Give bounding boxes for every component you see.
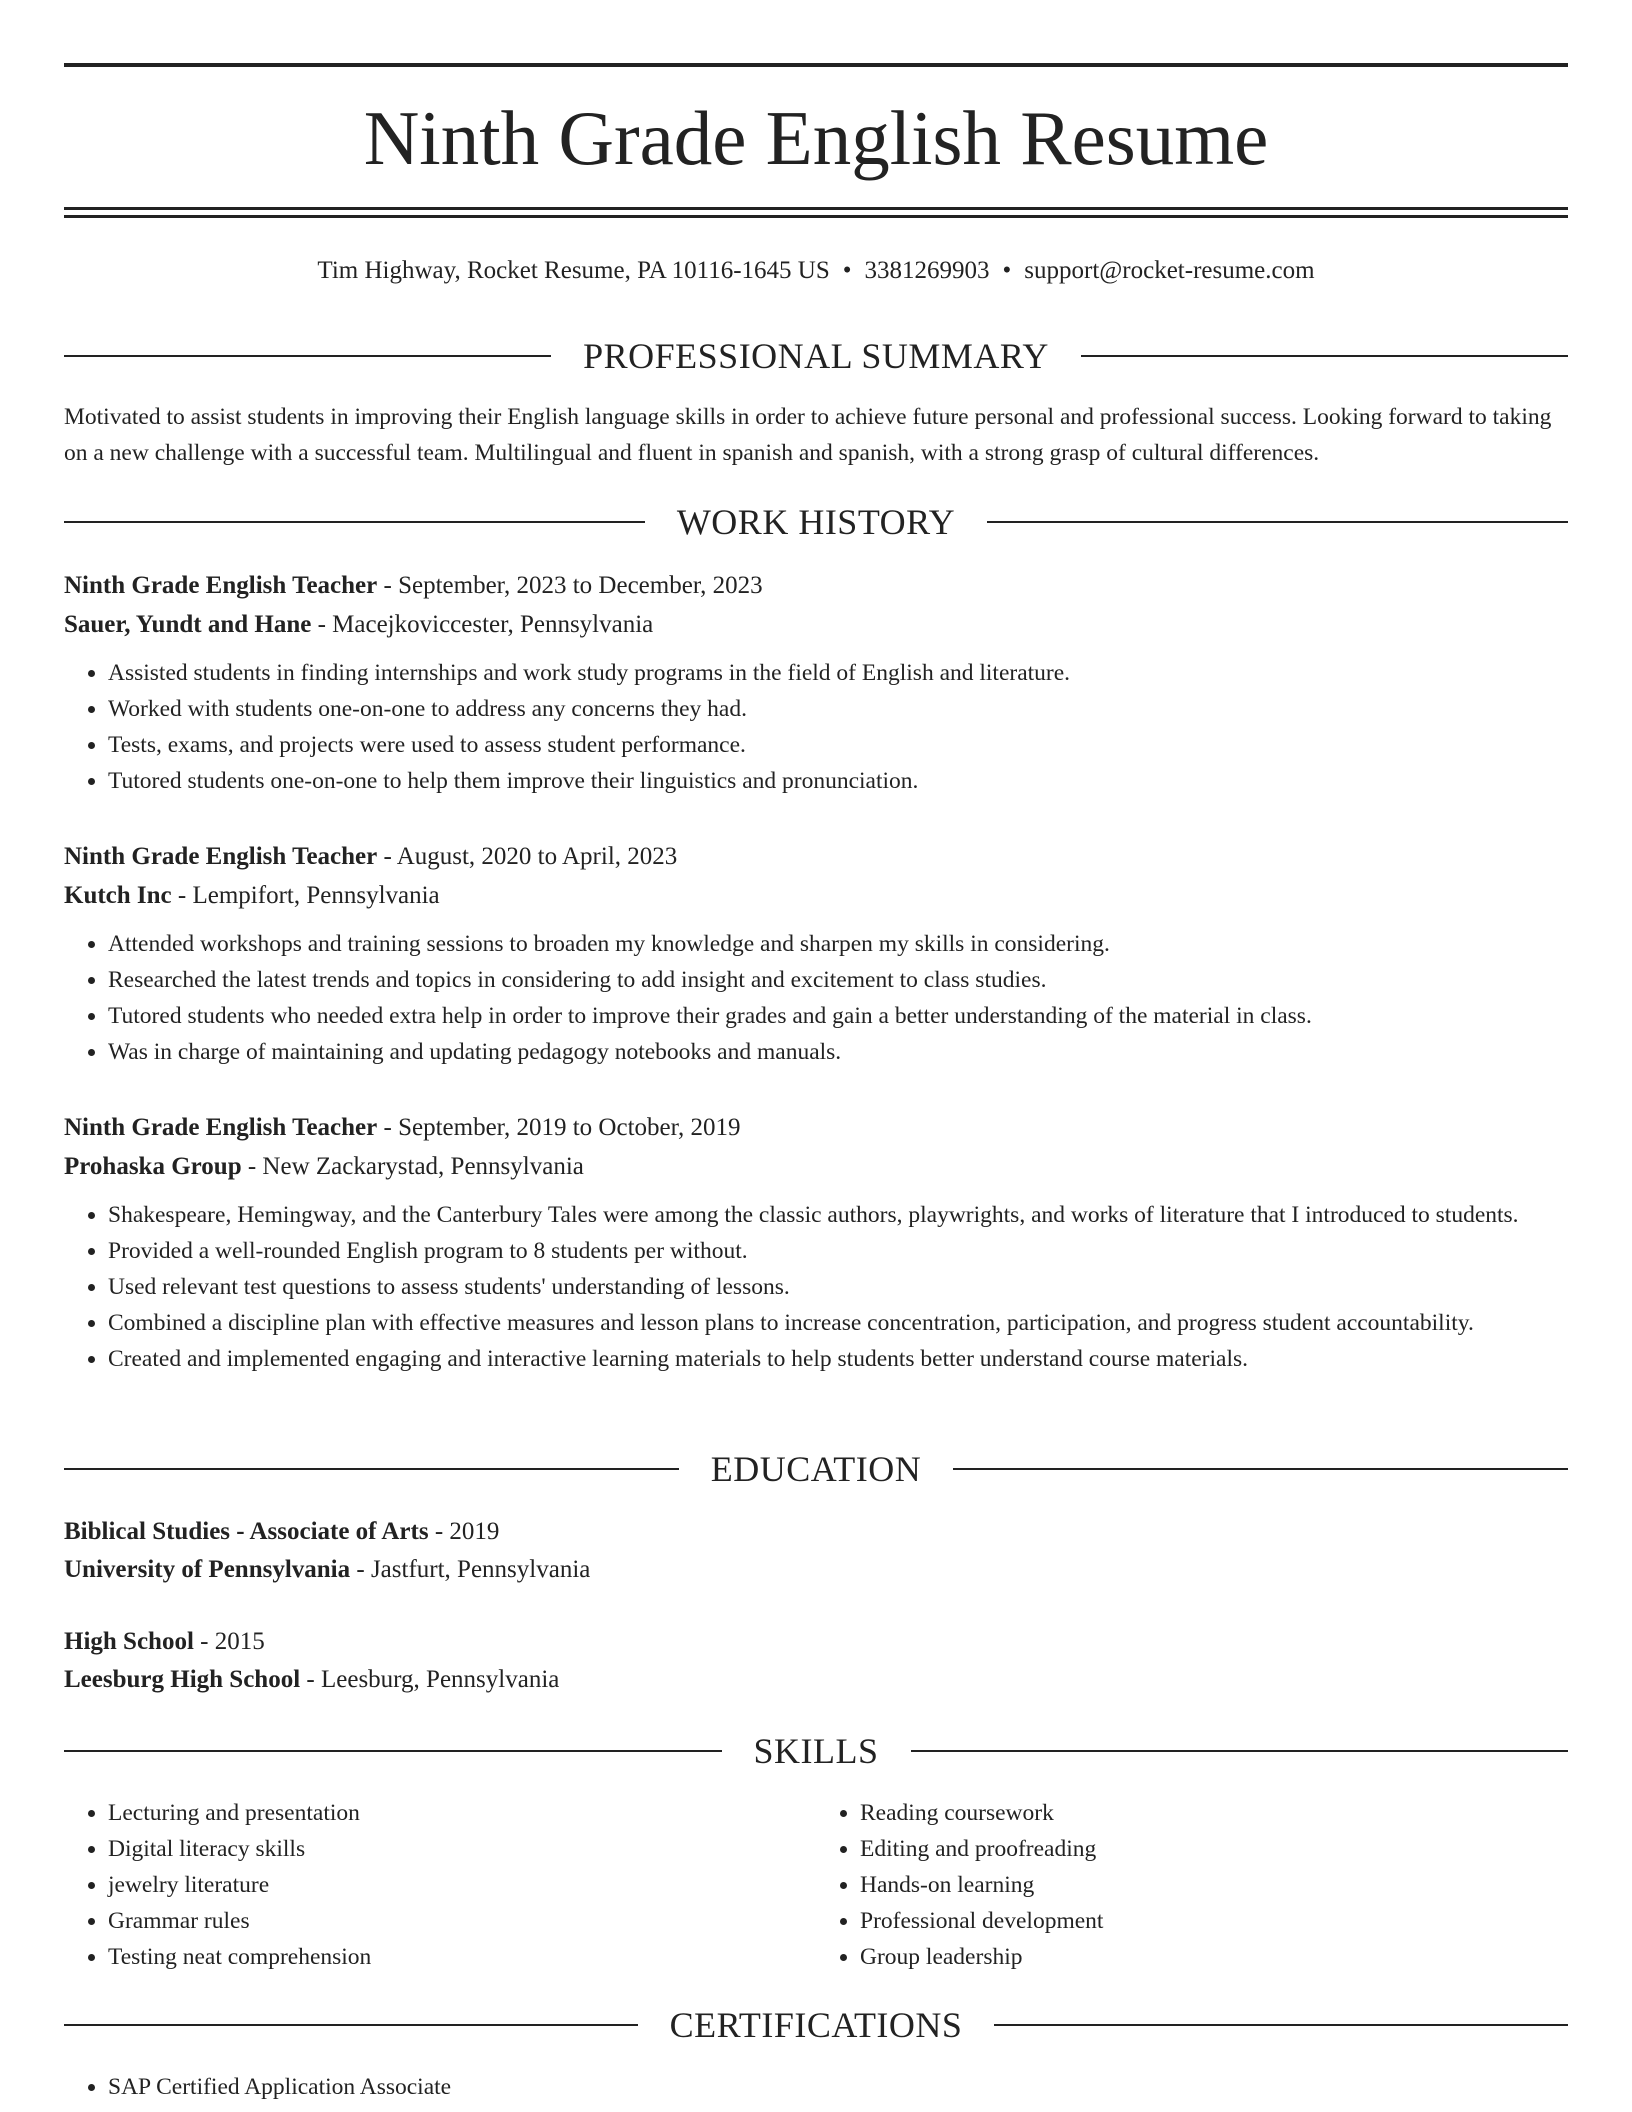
job-entry [64,566,1568,799]
list-item: • Combined a discipline plan with effective measures and lesson plans to increase concentration, participation, and progress student accountability. [108,1305,1568,1341]
list-item: • Provided a well-rounded English program to 8 students per without. [108,1233,1568,1269]
job-title-line [64,566,1568,605]
section-rule-right [987,521,1568,523]
job-title-line [64,837,1568,876]
section-rule-left [64,1468,679,1470]
list-item: • Used relevant test questions to assess students' understanding of lessons. [108,1269,1568,1305]
title-rule-upper [64,207,1568,210]
education-degree-line [64,1623,1568,1661]
section-rule-left [64,1750,722,1752]
job-dates: - August, 2020 to April, 2023 [377,843,678,870]
section-rule-left [64,2024,638,2026]
skills-column-left [64,1795,816,1975]
section-rule-right [994,2024,1568,2026]
education-degree: Biblical Studies - Associate of Arts [64,1518,429,1545]
education-year: - 2019 [428,1518,500,1545]
job-bullets [64,655,1568,799]
education-school-line [64,1661,1568,1699]
job-company: Prohaska Group [64,1153,242,1180]
skill-item: • Grammar rules [108,1903,816,1939]
section-title: SKILLS [753,1731,879,1771]
contact-separator: • [1002,257,1012,284]
skills-list [64,1795,1568,1975]
education-degree-line [64,1513,1568,1551]
section-rule-left [64,355,551,357]
job-dates: - September, 2023 to December, 2023 [377,572,763,599]
skills-column-right [816,1795,1568,1975]
contact-email: support@rocket-resume.com [1024,257,1315,284]
job-location: - Macejkoviccester, Pennsylvania [311,611,654,638]
list-item: • Researched the latest trends and topics in considering to add insight and excitement to class studies. [108,962,1568,998]
education-location: - Leesburg, Pennsylvania [300,1666,560,1693]
job-bullets [64,926,1568,1070]
job-company: Kutch Inc [64,882,172,909]
list-item: • Was in charge of maintaining and updating pedagogy notebooks and manuals. [108,1034,1568,1070]
section-header-summary [64,334,1568,378]
skill-item: • Reading coursework [860,1795,1568,1831]
list-item: • Tutored students one-on-one to help them improve their linguistics and pronunciation. [108,763,1568,799]
professional-summary: Motivated to assist students in improving their English language skills in order to achieve future personal and professional success. Looking forward to taking on a new challenge with a successful team. Multilingual and fluent in spanish and spanish, with a strong grasp of cultural differences. [64,404,1552,466]
skill-item: • Testing neat comprehension [108,1939,816,1975]
job-location: - Lempifort, Pennsylvania [171,882,440,909]
contact-separator: • [842,257,852,284]
top-rule [64,63,1568,67]
job-company-line [64,605,1568,644]
skill-item: • jewelry literature [108,1867,816,1903]
section-header-education [64,1447,1568,1491]
skill-item: • Hands-on learning [860,1867,1568,1903]
job-company-line [64,1147,1568,1186]
list-item: • Shakespeare, Hemingway, and the Canterbury Tales were among the classic authors, playwrights, and works of literature that I introduced to students. [108,1197,1568,1233]
job-title-line [64,1108,1568,1147]
education-school: Leesburg High School [64,1666,301,1693]
section-header-work-history [64,500,1568,544]
job-bullets [64,1197,1568,1377]
education-year: - 2015 [193,1628,265,1655]
contact-phone: 3381269903 [864,257,990,284]
contact-line [64,253,1568,289]
education-school-line [64,1551,1568,1589]
section-rule-left [64,521,645,523]
resume-title: Ninth Grade English Resume [363,95,1269,181]
list-item: • Worked with students one-on-one to address any concerns they had. [108,691,1568,727]
section-rule-right [911,1750,1569,1752]
skill-item: • Group leadership [860,1939,1568,1975]
list-item: • Assisted students in finding internships and work study programs in the field of English and literature. [108,655,1568,691]
section-rule-right [953,1468,1568,1470]
education-entry [64,1623,1568,1699]
job-location: - New Zackarystad, Pennsylvania [241,1153,584,1180]
education-entry [64,1513,1568,1589]
list-item: • Created and implemented engaging and interactive learning materials to help students better understand course materials. [108,1341,1568,1377]
job-company-line [64,876,1568,915]
job-entry [64,1108,1568,1377]
list-item: • Attended workshops and training sessions to broaden my knowledge and sharpen my skills in considering. [108,926,1568,962]
job-title: Ninth Grade English Teacher [64,843,378,870]
certifications-list [64,2069,1568,2105]
education-school: University of Pennsylvania [64,1556,351,1583]
education-location: - Jastfurt, Pennsylvania [350,1556,591,1583]
skill-item: • Editing and proofreading [860,1831,1568,1867]
education-degree: High School [64,1628,194,1655]
list-item: • Tutored students who needed extra help in order to improve their grades and gain a better understanding of the material in class. [108,998,1568,1034]
list-item: • Tests, exams, and projects were used to assess student performance. [108,727,1568,763]
section-title: WORK HISTORY [676,502,956,542]
contact-address: Tim Highway, Rocket Resume, PA 10116-1645 US [317,257,830,284]
job-dates: - September, 2019 to October, 2019 [377,1114,741,1141]
section-title: PROFESSIONAL SUMMARY [583,336,1049,376]
section-title: EDUCATION [710,1449,922,1489]
section-header-skills [64,1729,1568,1773]
section-header-certifications [64,2003,1568,2047]
skill-item: • Professional development [860,1903,1568,1939]
job-title: Ninth Grade English Teacher [64,1114,378,1141]
skill-item: • Lecturing and presentation [108,1795,816,1831]
section-rule-right [1081,355,1568,357]
certification-item: • SAP Certified Application Associate [108,2069,1568,2105]
job-company: Sauer, Yundt and Hane [64,611,312,638]
job-title: Ninth Grade English Teacher [64,572,378,599]
job-entry [64,837,1568,1070]
certifications-items [64,2069,1568,2105]
section-title: CERTIFICATIONS [669,2005,963,2045]
skill-item: • Digital literacy skills [108,1831,816,1867]
title-rule-lower [64,215,1568,218]
